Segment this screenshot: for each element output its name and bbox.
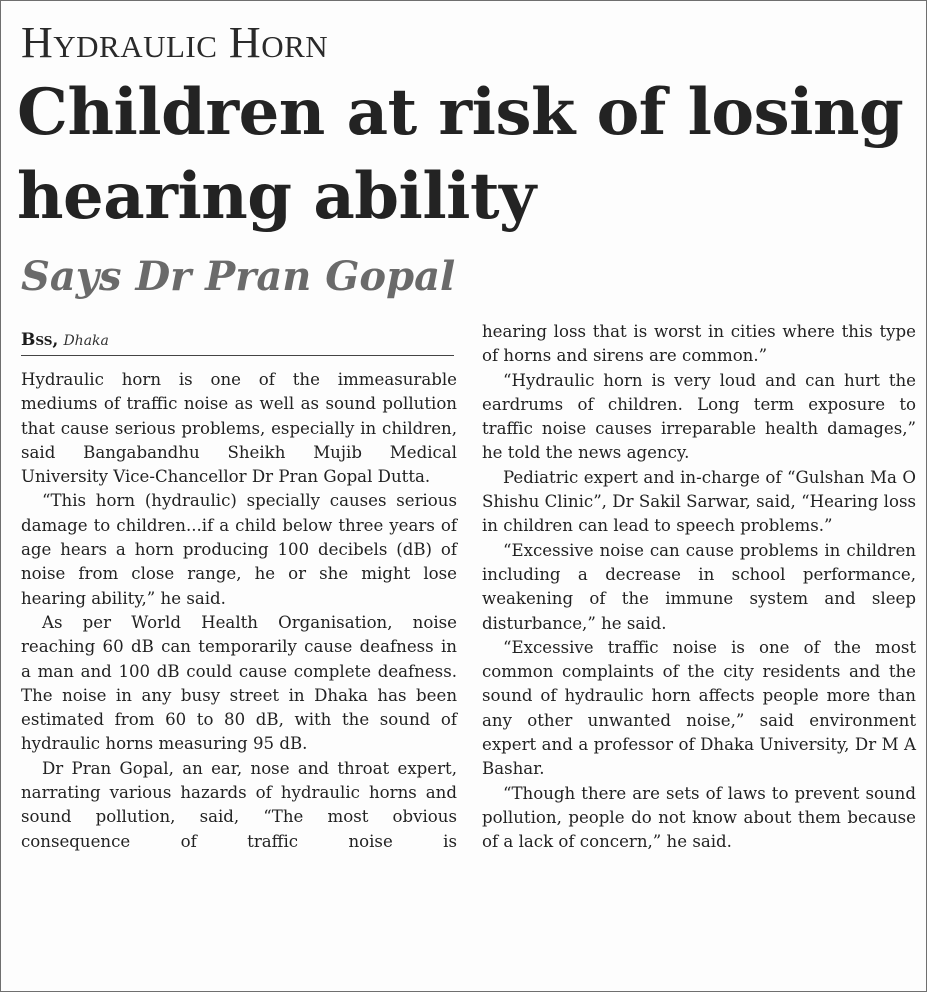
article-column-left [21, 368, 457, 854]
paragraph: Dr Pran Gopal, an ear, nose and throat expert, narrating various hazards of hydraulic horns and sound pollution, said, “The most obvious consequence of traffic noise is [21, 758, 457, 851]
paragraph: As per World Health Organisation, noise reaching 60 dB can temporarily cause deafness in a man and 100 dB could cause complete deafness. The noise in any busy street in Dhaka has been estimated from 60 to 80 dB, with the sound of hydraulic horns measuring 95 dB. [21, 612, 457, 754]
section-kicker: Hydraulic Horn [21, 18, 329, 67]
paragraph: “Though there are sets of laws to prevent sound pollution, people do not know about them because of a lack of concern,” he said. [482, 783, 916, 852]
byline-place: Dhaka [63, 333, 109, 349]
paragraph: Hydraulic horn is one of the immeasurable mediums of traffic noise as well as sound pollution that cause serious problems, especially in children, said Bangabandhu Sheikh Mujib Medical University Vice-Chancellor Dr Pran Gopal Dutta. [21, 370, 457, 487]
paragraph: hearing loss that is worst in cities where this type of horns and sirens are common.” [482, 322, 916, 366]
paragraph: “This horn (hydraulic) specially causes serious damage to children...if a child below three years of age hears a horn producing 100 decibels (dB) of noise from close range, he or she might lose hearing ability,” he said. [21, 491, 457, 608]
paragraph: Pediatric expert and in-charge of “Gulshan Ma O Shishu Clinic”, Dr Sakil Sarwar, said, “Hearing loss in children can lead to speech problems.” [482, 467, 916, 536]
byline-agency: Bss, [21, 330, 59, 350]
byline [21, 329, 454, 356]
paragraph: “Excessive traffic noise is one of the most common complaints of the city residents and the sound of hydraulic horn affects people more than any other unwanted noise,” said environment expert and a professor of Dhaka University, Dr M A Bashar. [482, 637, 916, 779]
paragraph: “Hydraulic horn is very loud and can hurt the eardrums of children. Long term exposure to traffic noise causes irreparable health damages,” he told the news agency. [482, 370, 916, 463]
article-column-right [482, 320, 916, 855]
paragraph: “Excessive noise can cause problems in children including a decrease in school performance, weakening of the immune system and sleep disturbance,” he said. [482, 540, 916, 633]
headline: Children at risk of losing hearing ability [17, 75, 904, 234]
subheadline: Says Dr Pran Gopal [21, 253, 456, 300]
